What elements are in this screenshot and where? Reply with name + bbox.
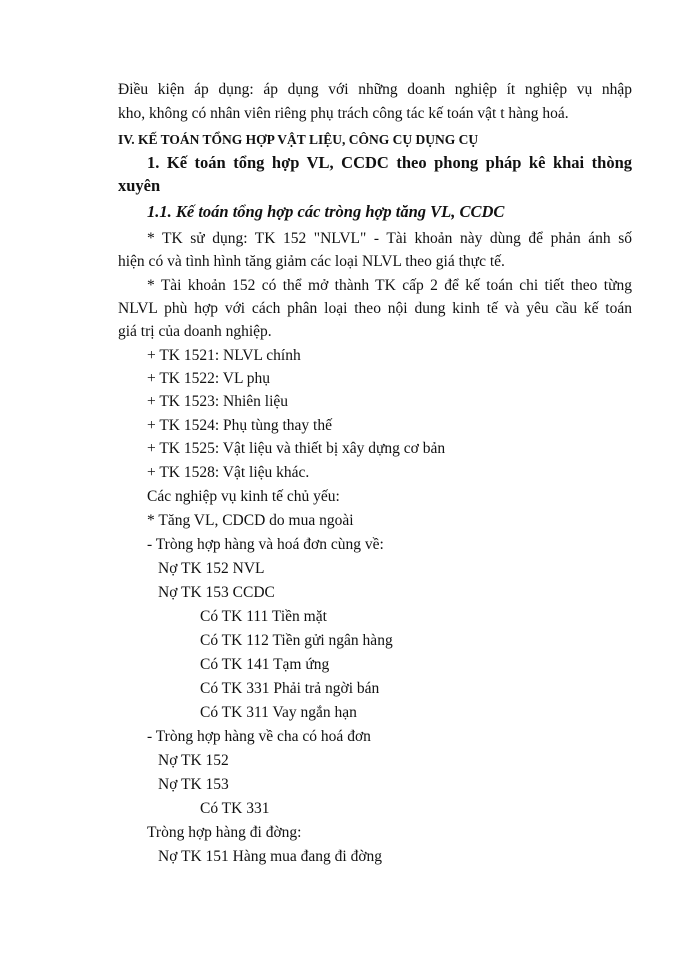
debit-entry: Nợ TK 152	[158, 752, 229, 769]
account-item: + TK 1521: NLVL chính	[147, 347, 301, 364]
credit-entry: Có TK 112 Tiền gửi ngân hàng	[200, 632, 393, 649]
account-item: + TK 1528: Vật liệu khác.	[147, 464, 310, 481]
section-heading: IV. KẾ TOÁN TỔNG HỢP VẬT LIỆU, CÔNG CỤ DỤNG CỤ	[118, 132, 479, 147]
credit-entry: Có TK 111 Tiền mặt	[200, 608, 327, 625]
paragraph-line: kho, không có nhân viên riêng phụ trách công tác kế toán vật t hàng hoá.	[118, 105, 569, 122]
sub-subsection-heading: 1.1. Kế toán tổng hợp các tròng hợp tăng VL, CCDC	[147, 202, 505, 221]
credit-entry: Có TK 331	[200, 800, 270, 817]
debit-entry: Nợ TK 151 Hàng mua đang đi đờng	[158, 848, 383, 865]
paragraph-line: * Tài khoản 152 có thể mở thành TK cấp 2 để kế toán chi tiết theo từng	[147, 277, 632, 294]
case-line: - Tròng hợp hàng và hoá đơn cùng về:	[147, 536, 384, 553]
account-item: + TK 1523: Nhiên liệu	[147, 393, 289, 410]
subsection-heading: 1. Kế toán tổng hợp VL, CCDC theo phong pháp kê khai thòng	[147, 153, 632, 172]
paragraph-line: Các nghiệp vụ kinh tế chủ yếu:	[147, 488, 340, 505]
paragraph-line: hiện có và tình hình tăng giảm các loại NLVL theo giá thực tế.	[118, 253, 505, 270]
paragraph-line: Điều kiện áp dụng: áp dụng với những doanh nghiệp ít nghiệp vụ nhập	[118, 81, 632, 98]
credit-entry: Có TK 141 Tạm ứng	[200, 656, 330, 673]
subsection-heading: xuyên	[118, 176, 161, 195]
credit-entry: Có TK 331 Phải trả ngời bán	[200, 680, 380, 697]
paragraph-line: * TK sử dụng: TK 152 "NLVL" - Tài khoản này dùng để phản ánh số	[147, 230, 632, 247]
paragraph-line: * Tăng VL, CDCD do mua ngoài	[147, 512, 354, 529]
credit-entry: Có TK 311 Vay ngắn hạn	[200, 704, 357, 721]
case-line: - Tròng hợp hàng về cha có hoá đơn	[147, 728, 371, 745]
debit-entry: Nợ TK 153 CCDC	[158, 584, 275, 601]
paragraph-line: NLVL phù hợp với cách phân loại theo nội dung kinh tế và yêu cầu kế toán	[118, 300, 632, 317]
account-item: + TK 1524: Phụ tùng thay thế	[147, 417, 332, 434]
paragraph-line: giá trị của doanh nghiệp.	[118, 323, 272, 340]
debit-entry: Nợ TK 152 NVL	[158, 560, 265, 577]
account-item: + TK 1522: VL phụ	[147, 370, 270, 387]
debit-entry: Nợ TK 153	[158, 776, 229, 793]
account-item: + TK 1525: Vật liệu và thiết bị xây dựng cơ bản	[147, 440, 446, 457]
case-line: Tròng hợp hàng đi đờng:	[147, 824, 302, 841]
